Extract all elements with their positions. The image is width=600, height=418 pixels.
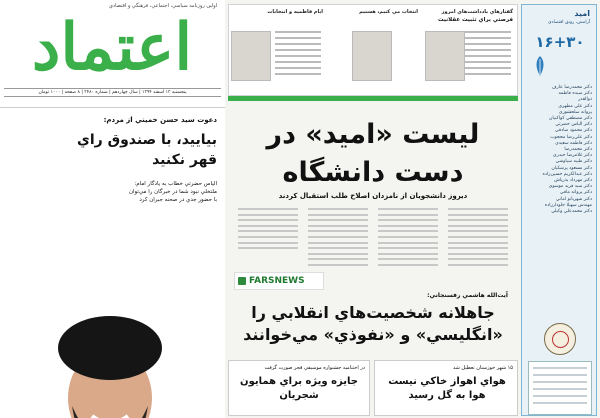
candidate-name: دكتر محمدعلي وكيلي [551,209,592,215]
candidate-name: دكتر مصطفي كواكبيان [548,116,592,122]
omid-big-number: ۱۶+۳۰ [535,33,585,51]
left-photo-story[interactable] [0,108,225,418]
second-story-kicker: آيت‌الله هاشمي رفسنجاني: [427,292,508,299]
teaser-1-text [465,31,511,79]
candidate-name: دكتر محمود صادقي [555,128,592,134]
candidate-name: دكتر محمدرضا عارف [551,85,592,90]
left-story-kicker: دعوت سيد حسن خميني از مردم: [103,116,217,124]
candidate-name: دكتر پروانه مافي [559,190,592,196]
candidate-name: دكتر علي مطهري [558,103,592,109]
left-story-headline[interactable]: بياييد، با صندوق راي قهر نكنيد [77,132,217,168]
main-story[interactable] [228,104,518,354]
second-story-headline[interactable]: جاهلانه شخصيت‌هاي انقلابي را «انگليسي» و «نفوذي» مي‌خوانند [243,303,503,344]
candidate-list [524,85,592,215]
teaser-3-text [275,31,321,79]
teaser-1-photo [425,31,465,81]
green-divider [228,96,518,101]
newspaper-logo: اعتماد [31,10,193,85]
candidate-name: دكتر مهرداد بذرپاش [554,178,592,184]
omid-list-column [521,4,597,416]
teaser-3-caption: ايام فاطميه و انتخابات [267,9,323,15]
bottom-right-kicker: ۱۵ شهر خوزستان تعطيل شد [453,365,513,371]
teaser-1-caption: گفتارهاي يادداشت‌هاي امروز [441,9,513,15]
dateline: پنجشنبه ۱۳ اسفند ۱۳۹۴ | سال چهاردهم | شماره ۳۴۸۰ | ۸ صفحه | ۱۰۰۰ تومان [4,88,221,97]
teaser-2-caption: انتخاب مي كنيم، هستيم [359,9,418,15]
bottom-left-kicker: در اختتاميه جشنواره موسيقي فجر صورت گرفت [264,365,365,371]
omid-title: اميد [574,9,590,18]
candidate-name: دكتر الياس حضرتي [555,122,592,128]
main-body-columns [238,208,508,272]
farsnews-watermark: FARSNEWS [234,272,324,290]
teaser-1-sub: فرصتي براي تثبيت عقلانيت [438,17,513,23]
candidate-name: دكتر محمدرضا [564,147,592,153]
teaser-2-photo [352,31,392,81]
candidate-name: ذوالقدر [578,97,592,103]
candidate-name: دكتر مسعود پزشكيان [551,165,592,171]
left-story-body: الياس حضرتي خطاب به يادگار امام: ملتخلي نبود شما در خبرگان را مي‌توان با حضور جدي در صحنه جبران كرد [128,181,217,203]
main-headline[interactable]: ليست «اميد» در دست دانشگاه [266,119,480,188]
bottom-story-right[interactable] [374,360,518,416]
teaser-3-photo [231,31,271,81]
masthead-tagline: اولين روزنامه سياسي، اجتماعي، فرهنگي و اقتصادي [109,3,217,9]
candidate-name: دكتر طيبه سياوشي [555,159,592,165]
main-subhead: ديروز دانشجويان از نامزدان اصلاح طلب استقبال كردند [278,192,468,200]
candidate-name: مهندس سهيلا جلودارزاده [544,202,592,208]
candidate-name: دكتر سيد فريد موسوي [548,184,592,190]
candidate-name: دكتر شهربانو اماني [555,196,592,202]
top-teasers [228,4,518,96]
bottom-right-headline[interactable]: هواي اهواز خاكي نيست هوا به گل رسيد [388,376,506,401]
omid-subtitle: آرامش، رونق اقتصادي [547,20,590,25]
ballot-box-info [528,361,592,415]
candidate-name: دكتر فاطمه سعيدي [555,140,592,146]
candidate-name: دكتر علي‌رضا محجوب [550,134,592,140]
masthead [0,0,225,108]
candidate-name: دكتر غلامرضا حيدري [553,153,592,159]
candidate-name: دكتر سيده فاطمه [558,91,592,97]
candidate-name: دكتر عبدالكريم حسين‌زاده [542,171,592,177]
leaf-icon [532,55,548,77]
seal-icon [544,323,576,355]
teaser-1[interactable] [421,9,513,93]
teaser-3[interactable] [231,9,323,93]
bottom-story-left[interactable] [228,360,370,416]
candidate-name: پروانه سلحشوري [558,109,592,115]
cleric-photo [0,288,225,418]
bottom-left-headline[interactable]: جايزه ويژه براي همايون شجريان [240,376,358,401]
teaser-2[interactable] [326,9,418,93]
